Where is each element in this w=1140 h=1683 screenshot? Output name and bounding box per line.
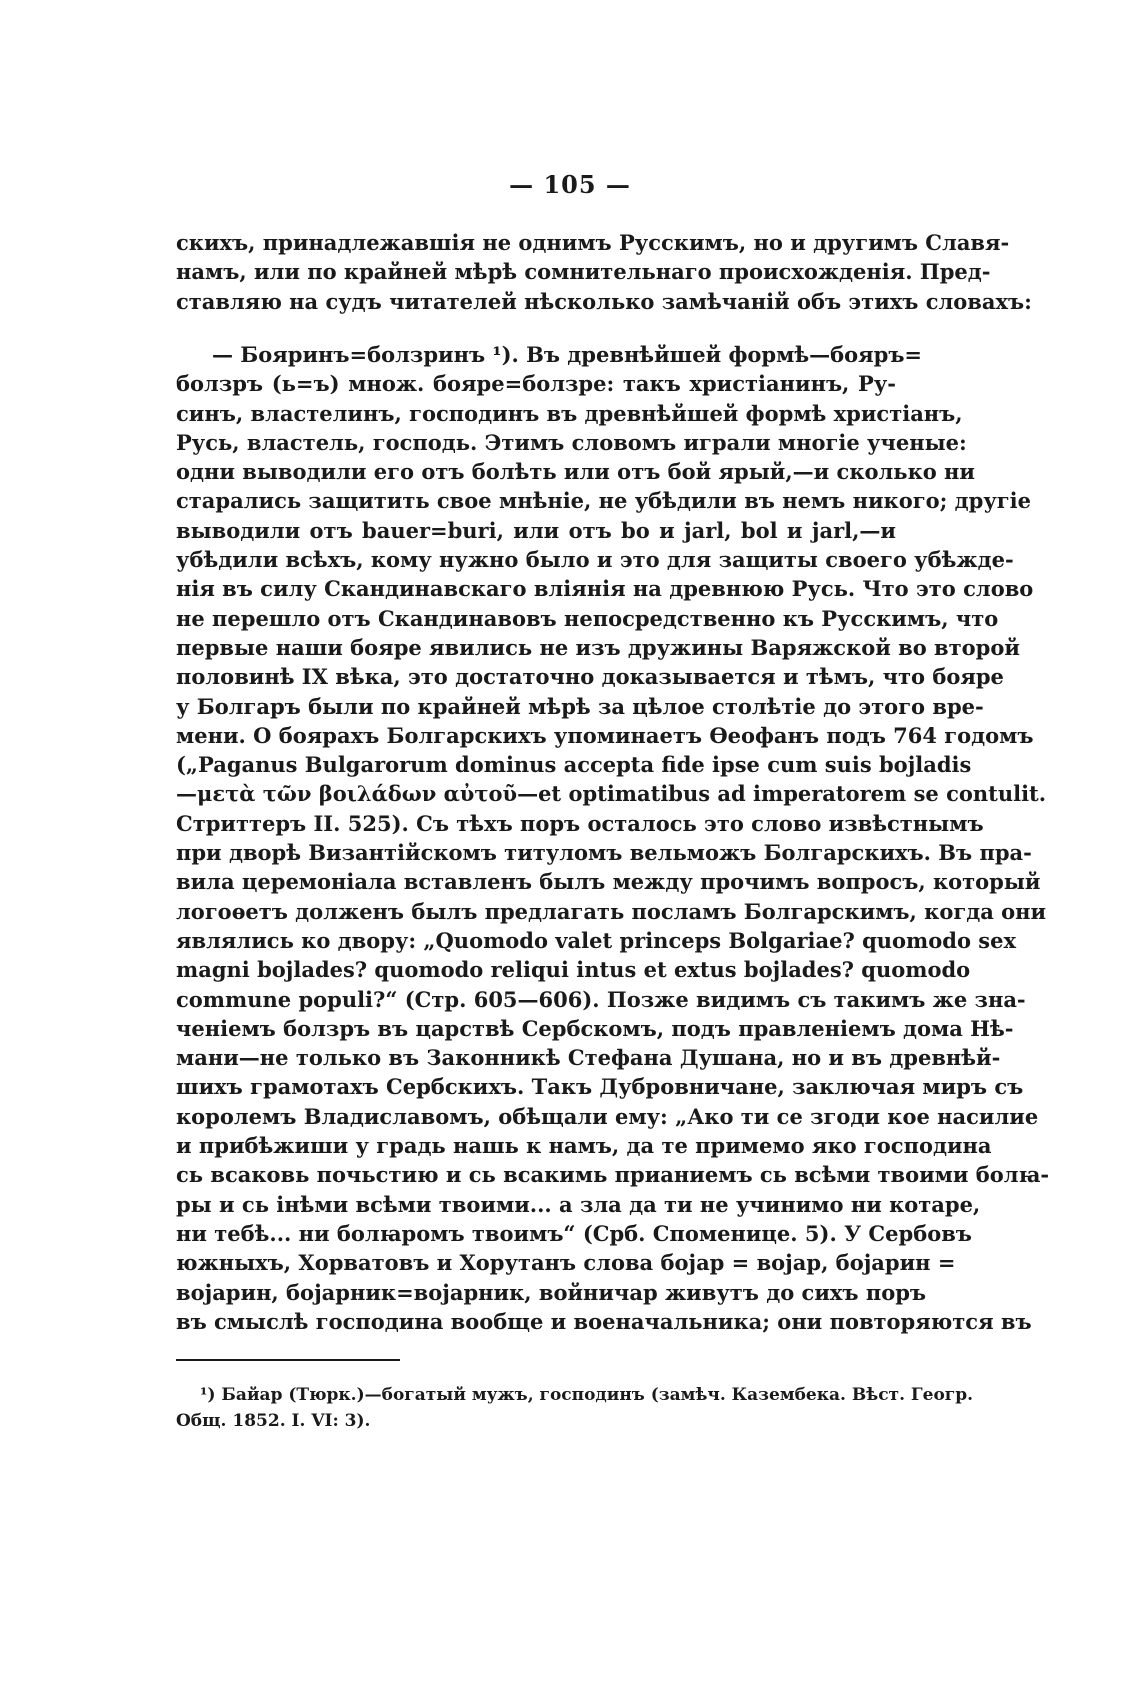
text-line: Русь, властель, господь. Этимъ словомъ играли многіе ученые: <box>176 429 967 455</box>
text-line: логоѳетъ долженъ былъ предлагать посламъ Болгарскимъ, когда они <box>176 898 1047 924</box>
text-line: шихъ грамотахъ Сербскихъ. Такъ Дубровничане, заключая миръ съ <box>176 1074 1024 1100</box>
text-line: Стриттеръ II. 525). Съ тѣхъ поръ осталось это слово извѣстнымъ <box>176 810 984 836</box>
text-line: вила церемоніала вставленъ былъ между прочимъ вопросъ, который <box>176 869 1041 895</box>
text-line: выводили отъ bauer=buri, или отъ bo и jarl, bol и jarl,—и <box>176 517 896 543</box>
text-line: старались защитить свое мнѣніе, не убѣдили въ немъ никого; другіе <box>176 488 1031 514</box>
text-line: ченіемъ болзръ въ царствѣ Сербскомъ, подъ правленіемъ дома Нѣ- <box>176 1015 1014 1041</box>
text-line: и прибѣжиши у градь нашь к намъ, да те примемо яко господина <box>176 1133 992 1159</box>
text-line: сь всаковь почьстию и сь всакимь прианиемъ сь всѣми твоими болꙗ- <box>176 1162 1050 1188</box>
text-line: ставляю на судъ читателей нѣсколько замѣчаній объ этихъ словахъ: <box>176 288 1032 314</box>
text-line: ры и сь інѣми всѣми твоими... а зла да ти не учинимо ни котаре, <box>176 1191 981 1217</box>
text-line: скихъ, принадлежавшія не однимъ Русскимъ, но и другимъ Славя- <box>176 230 1010 255</box>
intro-paragraph <box>176 228 1032 316</box>
text-line: мени. О боярахъ Болгарскихъ упоминаетъ Ѳеофанъ подъ 764 годомъ <box>176 722 1034 748</box>
main-paragraph <box>176 340 1050 1336</box>
text-line: болзръ (ь=ъ) множ. бояре=болзре: такъ христіанинъ, Ру- <box>176 371 896 397</box>
text-line: королемъ Владиславомъ, обѣщали ему: „Ако ти се згоди кое насилие <box>176 1103 1039 1129</box>
footnote-divider <box>176 1359 400 1361</box>
text-line: мани—не только въ Законникѣ Стефана Душана, но и въ древнѣй- <box>176 1045 1001 1071</box>
text-line: („Paganus Bulgarorum dominus accepta fide ipse cum suis bojladis <box>176 752 972 778</box>
text-line: у Болгаръ были по крайней мѣрѣ за цѣлое столѣтіе до этого вре- <box>176 693 984 719</box>
text-line: ни тебѣ... ни болꙗромъ твоимъ“ (Срб. Споменице. 5). У Сербовъ <box>176 1220 972 1246</box>
text-line: одни выводили его отъ болѣть или отъ бой ярый,—и сколько ни <box>176 459 975 485</box>
footnote-line: ¹) Байар (Тюрк.)—богатый мужъ, господинъ (замѣч. Казембека. Вѣст. Геогр. <box>200 1385 974 1405</box>
page-number: — 105 — <box>509 170 631 199</box>
text-line: въ смыслѣ господина вообще и военачальника; они повторяются въ <box>176 1308 1032 1334</box>
footnote <box>176 1382 974 1434</box>
text-line: не перешло отъ Скандинавовъ непосредственно къ Русскимъ, что <box>176 605 999 631</box>
text-line: первые наши бояре явились не изъ дружины Варяжской во второй <box>176 634 1020 660</box>
text-line: синъ, властелинъ, господинъ въ древнѣйшей формѣ христіанъ, <box>176 400 963 426</box>
text-line: commune populi?“ (Стр. 605—606). Позже видимъ съ такимъ же зна- <box>176 986 1026 1012</box>
text-line: являлись ко двору: „Quomodo valet princeps Bolgariae? quomodo sex <box>176 927 1016 953</box>
text-line: вoјарин, бојарник=вoјарник, войничар живутъ до сихъ поръ <box>176 1279 927 1305</box>
text-line: —μετὰ τῶν βοιλάδων αὐτοῦ—et optimatibus ad imperatorem se contulit. <box>176 781 1047 807</box>
text-line: magni bojlades? quomodo reliqui intus et extus bojlades? quomodo <box>176 957 971 983</box>
text-line: нія въ силу Скандинавскаго вліянія на древнюю Русь. Что это слово <box>176 576 1034 602</box>
text-line: намъ, или по крайней мѣрѣ сомнительнаго происхожденія. Пред- <box>176 259 991 285</box>
text-line: южныхъ, Хорватовъ и Хорутанъ слова бојар = вoјар, бојарин = <box>176 1250 956 1276</box>
text-line: — Бояринъ=болзринъ ¹). Въ древнѣйшей формѣ—бояръ= <box>212 342 923 367</box>
text-line: половинѣ IX вѣка, это достаточно доказывается и тѣмъ, что бояре <box>176 664 1004 690</box>
text-line: при дворѣ Византійскомъ титуломъ вельможъ Болгарскихъ. Въ пра- <box>176 840 1032 866</box>
text-line: убѣдили всѣхъ, кому нужно было и это для защиты своего убѣжде- <box>176 547 1014 573</box>
footnote-line: Общ. 1852. I. VI: 3). <box>176 1411 371 1431</box>
